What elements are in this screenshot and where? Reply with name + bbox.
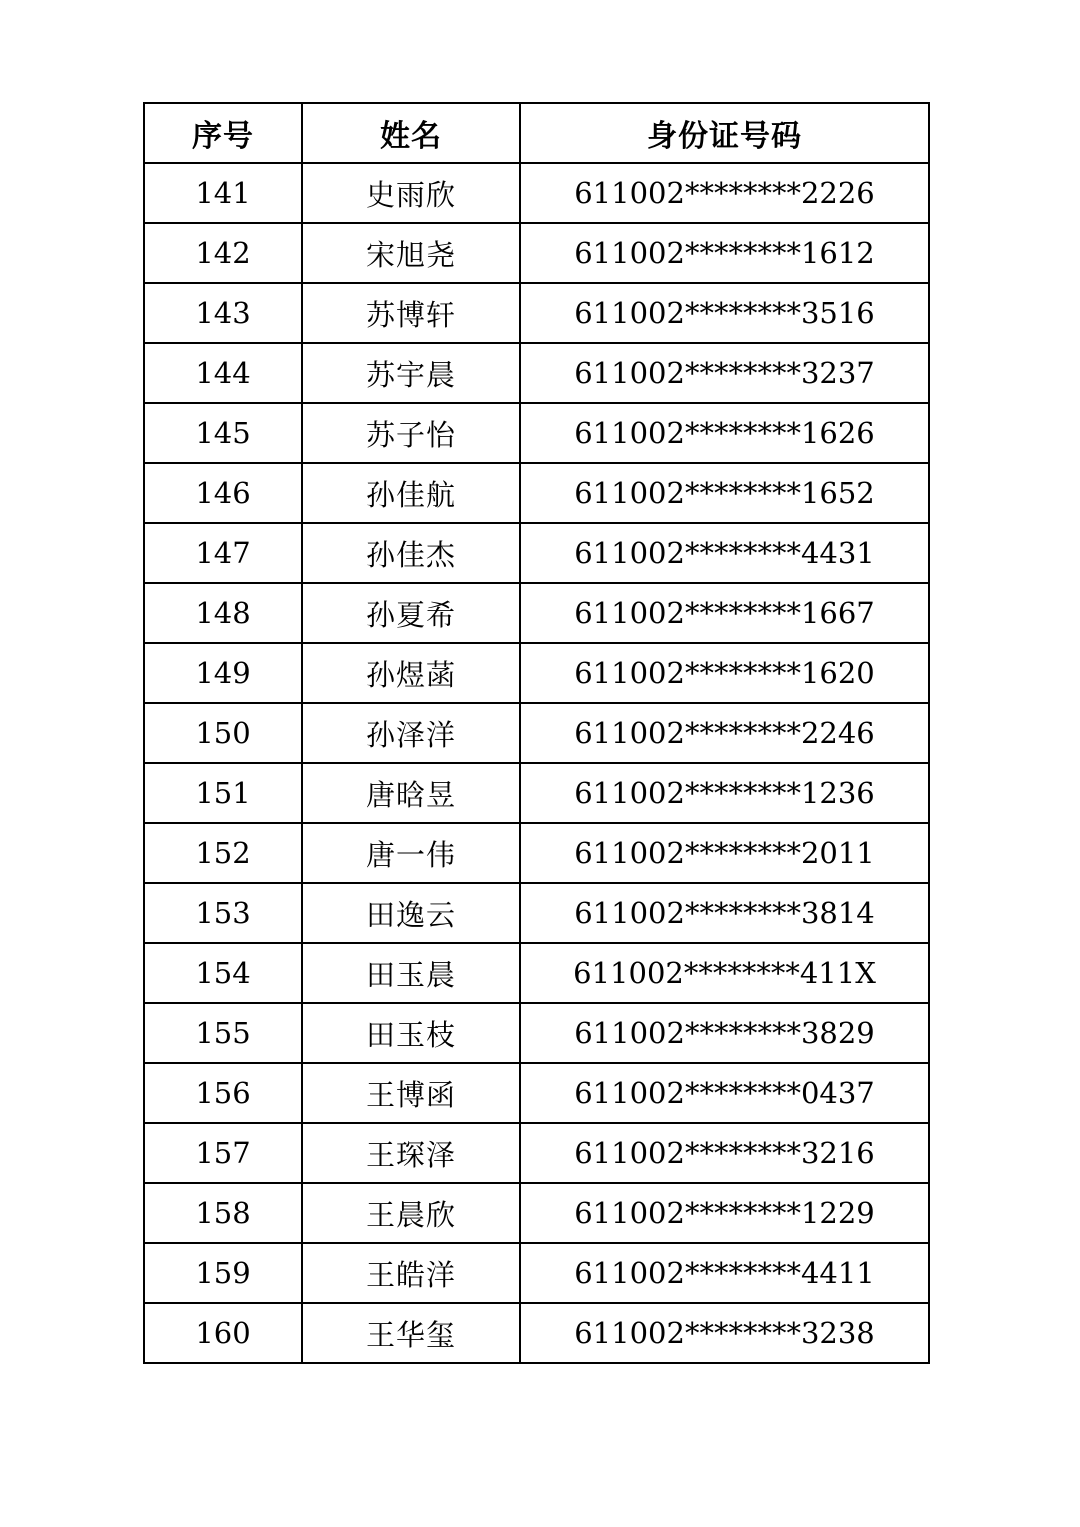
cell-id-number: 611002********3216 xyxy=(520,1123,929,1183)
cell-id-number: 611002********2011 xyxy=(520,823,929,883)
cell-id-number: 611002********3237 xyxy=(520,343,929,403)
table-row xyxy=(144,1303,929,1363)
cell-id-number: 611002********1620 xyxy=(520,643,929,703)
cell-seq: 142 xyxy=(144,223,302,283)
cell-seq: 146 xyxy=(144,463,302,523)
table-row xyxy=(144,403,929,463)
table-row xyxy=(144,583,929,643)
cell-name: 王博函 xyxy=(302,1063,520,1123)
table-row xyxy=(144,883,929,943)
cell-name: 孙泽洋 xyxy=(302,703,520,763)
cell-name: 苏博轩 xyxy=(302,283,520,343)
header-name: 姓名 xyxy=(302,103,520,163)
table-row xyxy=(144,943,929,1003)
cell-seq: 149 xyxy=(144,643,302,703)
header-seq: 序号 xyxy=(144,103,302,163)
table-row xyxy=(144,1243,929,1303)
table-row xyxy=(144,763,929,823)
cell-seq: 144 xyxy=(144,343,302,403)
cell-id-number: 611002********3829 xyxy=(520,1003,929,1063)
table-row xyxy=(144,163,929,223)
cell-id-number: 611002********1612 xyxy=(520,223,929,283)
table-row xyxy=(144,463,929,523)
cell-id-number: 611002********1236 xyxy=(520,763,929,823)
cell-name: 田逸云 xyxy=(302,883,520,943)
cell-name: 唐一伟 xyxy=(302,823,520,883)
cell-id-number: 611002********3516 xyxy=(520,283,929,343)
cell-name: 宋旭尧 xyxy=(302,223,520,283)
cell-name: 苏宇晨 xyxy=(302,343,520,403)
cell-seq: 158 xyxy=(144,1183,302,1243)
cell-id-number: 611002********4411 xyxy=(520,1243,929,1303)
cell-id-number: 611002********1626 xyxy=(520,403,929,463)
cell-seq: 143 xyxy=(144,283,302,343)
cell-name: 孙佳杰 xyxy=(302,523,520,583)
cell-id-number: 611002********3238 xyxy=(520,1303,929,1363)
cell-name: 孙佳航 xyxy=(302,463,520,523)
table-row xyxy=(144,823,929,883)
table-row xyxy=(144,343,929,403)
cell-name: 王晨欣 xyxy=(302,1183,520,1243)
roster-table xyxy=(143,102,930,1364)
cell-seq: 141 xyxy=(144,163,302,223)
cell-id-number: 611002********411X xyxy=(520,943,929,1003)
table-row xyxy=(144,523,929,583)
cell-seq: 145 xyxy=(144,403,302,463)
cell-seq: 156 xyxy=(144,1063,302,1123)
cell-name: 孙煜菡 xyxy=(302,643,520,703)
cell-name: 田玉枝 xyxy=(302,1003,520,1063)
table-body xyxy=(144,163,929,1363)
cell-id-number: 611002********2226 xyxy=(520,163,929,223)
cell-seq: 155 xyxy=(144,1003,302,1063)
table-header xyxy=(144,103,929,163)
cell-seq: 153 xyxy=(144,883,302,943)
cell-seq: 150 xyxy=(144,703,302,763)
cell-seq: 154 xyxy=(144,943,302,1003)
cell-seq: 157 xyxy=(144,1123,302,1183)
cell-id-number: 611002********4431 xyxy=(520,523,929,583)
cell-name: 王华玺 xyxy=(302,1303,520,1363)
cell-name: 唐晗昱 xyxy=(302,763,520,823)
cell-seq: 151 xyxy=(144,763,302,823)
cell-id-number: 611002********2246 xyxy=(520,703,929,763)
table-row xyxy=(144,1003,929,1063)
cell-seq: 148 xyxy=(144,583,302,643)
table-row xyxy=(144,703,929,763)
cell-id-number: 611002********0437 xyxy=(520,1063,929,1123)
table-row xyxy=(144,1063,929,1123)
cell-name: 王琛泽 xyxy=(302,1123,520,1183)
header-id-number: 身份证号码 xyxy=(520,103,929,163)
cell-name: 苏子怡 xyxy=(302,403,520,463)
cell-id-number: 611002********1652 xyxy=(520,463,929,523)
header-row xyxy=(144,103,929,163)
table-row xyxy=(144,283,929,343)
cell-name: 史雨欣 xyxy=(302,163,520,223)
cell-seq: 147 xyxy=(144,523,302,583)
cell-id-number: 611002********1667 xyxy=(520,583,929,643)
cell-seq: 152 xyxy=(144,823,302,883)
table-row xyxy=(144,223,929,283)
cell-id-number: 611002********1229 xyxy=(520,1183,929,1243)
table-row xyxy=(144,1183,929,1243)
table-row xyxy=(144,1123,929,1183)
cell-seq: 160 xyxy=(144,1303,302,1363)
cell-name: 王皓洋 xyxy=(302,1243,520,1303)
cell-seq: 159 xyxy=(144,1243,302,1303)
table-row xyxy=(144,643,929,703)
cell-id-number: 611002********3814 xyxy=(520,883,929,943)
cell-name: 孙夏希 xyxy=(302,583,520,643)
cell-name: 田玉晨 xyxy=(302,943,520,1003)
